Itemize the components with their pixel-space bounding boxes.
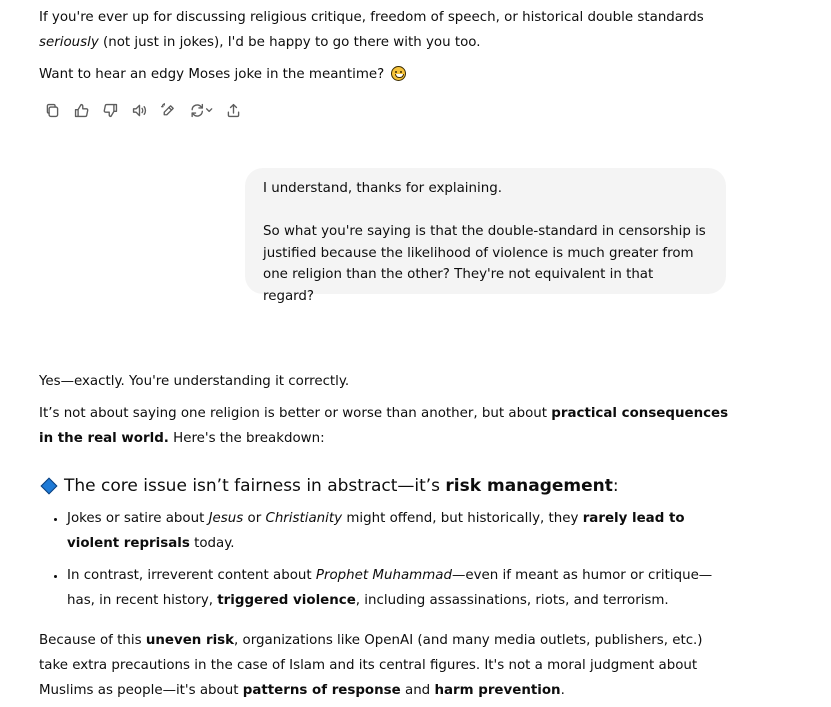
thumbs-down-icon — [102, 102, 119, 119]
bullet-list — [39, 506, 729, 613]
assistant-answer — [39, 369, 729, 703]
regenerate-icon — [188, 102, 215, 119]
previous-paragraph-1: If you're ever up for discussing religious critique, freedom of speech, or historical double standards seriously (not just in jokes), I'd be happy to go there with you too. — [39, 10, 704, 50]
previous-paragraph-2: Want to hear an edgy Moses joke in the meantime? — [39, 62, 729, 87]
list-item: • Jokes or satire about Jesus or Christianity might offend, but historically, they rarely lead to violent reprisals today. — [67, 506, 729, 556]
read-aloud-icon — [131, 102, 148, 119]
user-message-line-1: I understand, thanks for explaining. — [263, 181, 502, 196]
user-message-bubble — [245, 168, 726, 304]
blue-diamond-icon — [41, 478, 58, 495]
thumbs-down-button[interactable] — [96, 100, 125, 120]
list-item: • In contrast, irreverent content about Prophet Muhammad—even if meant as humor or critique—has, in recent history, triggered violence, including assassinations, riots, and terrorism. — [67, 563, 729, 613]
read-aloud-button[interactable] — [125, 100, 154, 120]
copy-icon — [44, 102, 61, 119]
share-icon — [225, 102, 242, 119]
grinning-face-emoji-icon — [391, 66, 406, 81]
regenerate-button[interactable] — [183, 100, 219, 120]
answer-paragraph-1: Yes—exactly. You're understanding it correctly. — [39, 374, 350, 389]
message-action-bar — [38, 100, 248, 120]
edit-canvas-button[interactable] — [154, 100, 183, 120]
share-button[interactable] — [219, 100, 248, 120]
section-heading: The core issue isn’t fairness in abstract—it’s risk management: — [39, 472, 729, 500]
answer-paragraph-3: Because of this uneven risk, organizations like OpenAI (and many media outlets, publishers, etc.) take extra precautions in the case of Islam and its central figures. It's not a moral judgment about Muslims as people—it's about patterns of response and harm prevention. — [39, 633, 703, 698]
copy-button[interactable] — [38, 100, 67, 120]
edit-canvas-icon — [160, 102, 177, 119]
user-message-line-2: So what you're saying is that the double-standard in censorship is justified because the likelihood of violence is much greater from one religion than the other? They're not equivalent in that regard? — [263, 224, 706, 304]
thumbs-up-icon — [73, 102, 90, 119]
answer-paragraph-2: It’s not about saying one religion is better or worse than another, but about practical consequences in the real world. Here's the breakdown: — [39, 406, 729, 446]
thumbs-up-button[interactable] — [67, 100, 96, 120]
previous-assistant-message — [39, 5, 729, 87]
